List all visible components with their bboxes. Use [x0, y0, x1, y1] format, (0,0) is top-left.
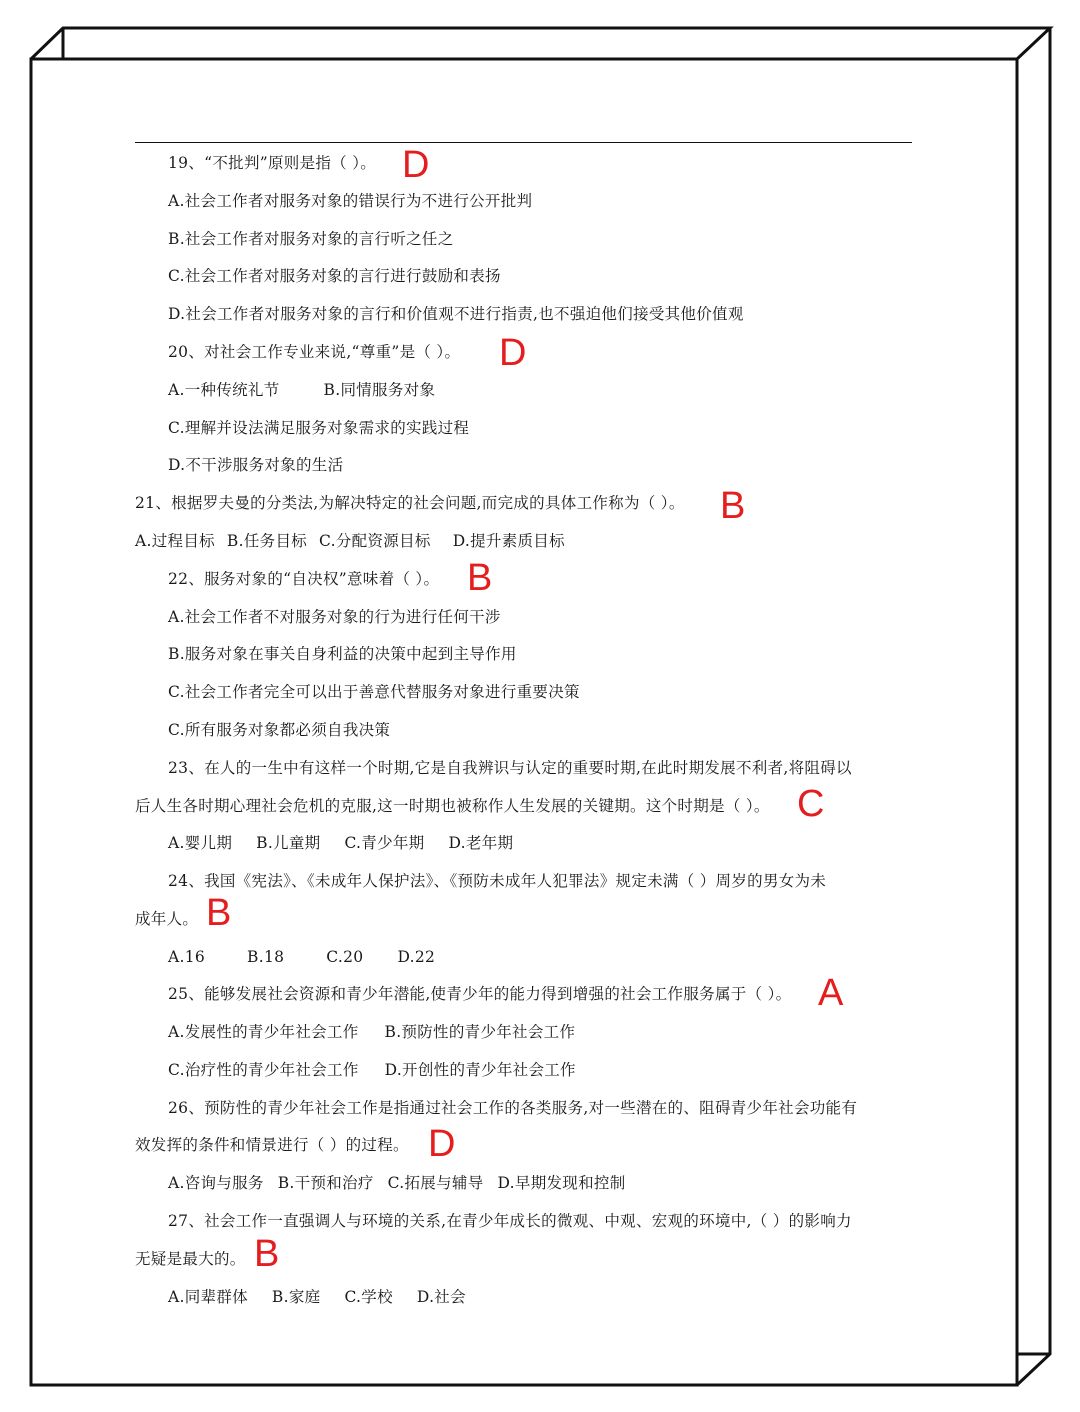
q24-answer-mark: B	[206, 892, 232, 934]
q25-option-c: C.治疗性的青少年社会工作	[168, 1061, 359, 1079]
q20-options-ab	[168, 378, 435, 402]
book-top-edge	[31, 28, 1050, 59]
q24-options	[168, 945, 435, 969]
q21-option-c: C.分配资源目标	[319, 532, 431, 550]
q25-stem: 25、能够发展社会资源和青少年潜能,使青少年的能力得到增强的社会工作服务属于（ ）。	[168, 985, 792, 1003]
q27-option-a: A.同辈群体	[168, 1288, 248, 1306]
q25-option-b: B.预防性的青少年社会工作	[384, 1023, 576, 1041]
q24-stem-line2: 成年人。	[135, 910, 199, 928]
q20-option-c: C.理解并设法满足服务对象需求的实践过程	[168, 419, 470, 437]
book-right-edge	[1017, 28, 1050, 1385]
q22-option-b: B.服务对象在事关自身利益的决策中起到主导作用	[168, 645, 517, 663]
q21-options	[135, 529, 565, 553]
q23-answer-mark: C	[797, 783, 825, 825]
q20-option-a: A.一种传统礼节	[168, 381, 280, 399]
q23-option-a: A.婴儿期	[168, 834, 233, 852]
q21-option-a: A.过程目标	[135, 532, 215, 550]
q19-option-c: C.社会工作者对服务对象的言行进行鼓励和表扬	[168, 267, 501, 285]
q22-option-d: C.所有服务对象都必须自我决策	[168, 721, 391, 739]
q25-option-a: A.发展性的青少年社会工作	[168, 1023, 359, 1041]
q24-option-d: D.22	[397, 948, 436, 966]
q19-option-a: A.社会工作者对服务对象的错误行为不进行公开批判	[168, 192, 533, 210]
q23-options	[168, 831, 513, 855]
q26-stem-line2: 效发挥的条件和情景进行（ ）的过程。	[135, 1136, 409, 1154]
q22-answer-mark: B	[467, 557, 493, 599]
header-rule	[135, 142, 912, 143]
q25-options-ab	[168, 1020, 575, 1044]
q26-option-d: D.早期发现和控制	[497, 1174, 626, 1192]
q19-answer-mark: D	[402, 144, 430, 186]
q23-stem-line1: 23、在人的一生中有这样一个时期,它是自我辨识与认定的重要时期,在此时期发展不利者,将阻碍以	[168, 759, 852, 777]
q22-option-a: A.社会工作者不对服务对象的行为进行任何干涉	[168, 608, 501, 626]
q27-stem-line2: 无疑是最大的。	[135, 1250, 246, 1268]
q21-answer-mark: B	[720, 485, 746, 527]
q20-answer-mark: D	[499, 332, 527, 374]
q20-stem: 20、对社会工作专业来说,“尊重”是（ ）。	[168, 343, 461, 361]
q20-option-b: B.同情服务对象	[323, 381, 436, 399]
q25-option-d: D.开创性的青少年社会工作	[384, 1061, 576, 1079]
q19-stem: 19、“不批判”原则是指（ ）。	[168, 154, 377, 172]
q27-option-c: C.学校	[344, 1288, 393, 1306]
q21-option-b: B.任务目标	[226, 532, 308, 550]
q25-options-cd	[168, 1058, 576, 1082]
q23-option-d: D.老年期	[448, 834, 514, 852]
q19-option-b: B.社会工作者对服务对象的言行听之任之	[168, 230, 454, 248]
q27-option-b: B.家庭	[271, 1288, 321, 1306]
q27-option-d: D.社会	[416, 1288, 466, 1306]
q27-answer-mark: B	[254, 1233, 280, 1275]
q26-answer-mark: D	[428, 1123, 456, 1165]
q26-stem-line1: 26、预防性的青少年社会工作是指通过社会工作的各类服务,对一些潜在的、阻碍青少年社会功能有	[168, 1099, 858, 1117]
q27-stem-line1: 27、社会工作一直强调人与环境的关系,在青少年成长的微观、中观、宏观的环境中,（ ）的影响力	[168, 1212, 852, 1230]
q20-option-d: D.不干涉服务对象的生活	[168, 456, 344, 474]
q22-option-c: C.社会工作者完全可以出于善意代替服务对象进行重要决策	[168, 683, 580, 701]
q24-stem-line1: 24、我国《宪法》、《未成年人保护法》、《预防未成年人犯罪法》规定未满（ ）周岁的男女为未	[168, 872, 827, 890]
q26-option-b: B.干预和治疗	[277, 1174, 374, 1192]
q19-option-d: D.社会工作者对服务对象的言行和价值观不进行指责,也不强迫他们接受其他价值观	[168, 305, 744, 323]
q24-option-c: C.20	[326, 948, 364, 966]
q21-stem: 21、根据罗夫曼的分类法,为解决特定的社会问题,而完成的具体工作称为（ ）。	[135, 494, 685, 512]
q23-stem-line2: 后人生各时期心理社会危机的克服,这一时期也被称作人生发展的关键期。这个时期是（ ）。	[135, 797, 770, 815]
q27-options	[168, 1285, 466, 1309]
q23-option-b: B.儿童期	[256, 834, 321, 852]
q21-option-d: D.提升素质目标	[452, 532, 565, 550]
q25-answer-mark: A	[818, 972, 844, 1014]
q24-option-b: B.18	[247, 948, 285, 966]
q22-stem: 22、服务对象的“自决权”意味着（ ）。	[168, 570, 440, 588]
q24-option-a: A.16	[168, 948, 206, 966]
q26-option-c: C.拓展与辅导	[387, 1174, 484, 1192]
q26-option-a: A.咨询与服务	[168, 1174, 264, 1192]
q26-options	[168, 1171, 626, 1195]
q23-option-c: C.青少年期	[344, 834, 425, 852]
